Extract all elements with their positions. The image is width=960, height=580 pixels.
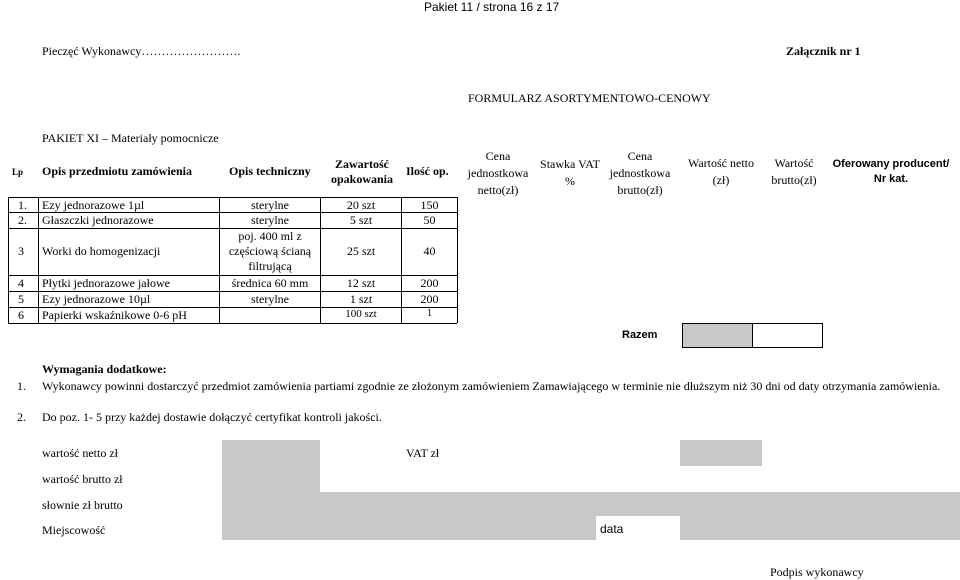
requirement-2-num: 2.	[17, 410, 26, 424]
col-vat: Stawka VAT %	[540, 157, 600, 188]
row4-name: Płytki jednorazowe jałowe	[42, 276, 170, 290]
summary-vat-label: VAT zł	[406, 446, 440, 460]
row4-lp: 4	[18, 276, 24, 290]
row2-tech: sterylne	[251, 213, 289, 227]
row5-lp: 5	[18, 292, 24, 306]
col-unit-net: Cena jednostkowa netto(zł)	[467, 149, 529, 197]
col-technical: Opis techniczny	[229, 164, 311, 178]
row5-tech: sterylne	[251, 292, 289, 306]
row1-content: 20 szt	[346, 198, 376, 212]
row3-lp: 3	[18, 244, 24, 258]
col-qty: Ilość op.	[406, 164, 449, 178]
col-value-net: Wartość netto (zł)	[687, 156, 754, 187]
total-net-shade	[683, 324, 752, 347]
row3-tech: poj. 400 ml z częściową ścianą filtrującą	[228, 229, 312, 273]
requirement-1-text: Wykonawcy powinni dostarczyć przedmiot zamówienia partiami zgodnie ze złożonym zamówieniem Zamawiającego w terminie nie dłuższym niż 30 dni od daty otrzymania zamówienia.	[42, 379, 941, 393]
summary-place-field[interactable]	[222, 516, 596, 540]
row1-tech: sterylne	[251, 198, 289, 212]
col-description: Opis przedmiotu zamówienia	[42, 164, 192, 178]
requirement-1-num: 1.	[17, 379, 26, 393]
form-title: FORMULARZ ASORTYMENTOWO-CENOWY	[468, 91, 711, 105]
signature-label: Podpis wykonawcy	[770, 565, 864, 579]
summary-gross-label: wartość brutto zł	[42, 472, 123, 486]
row5-qty: 200	[420, 292, 439, 306]
row2-name: Głaszczki jednorazowe	[42, 213, 154, 227]
row3-qty: 40	[423, 244, 436, 258]
page-header: Pakiet 11 / strona 16 z 17	[424, 0, 560, 14]
package-title: PAKIET XI – Materiały pomocnicze	[42, 131, 219, 145]
summary-gross-field[interactable]	[222, 466, 320, 492]
summary-date-label: data	[600, 522, 624, 536]
summary-place-label: Miejscowość	[42, 523, 106, 537]
requirement-2-text: Do poz. 1- 5 przy każdej dostawie dołączyć certyfikat kontroli jakości.	[42, 410, 382, 424]
total-label: Razem	[622, 329, 658, 341]
summary-words-label: słownie zł brutto	[42, 498, 123, 512]
summary-vat-field[interactable]	[680, 440, 762, 466]
row4-content: 12 szt	[346, 276, 376, 290]
attachment-label: Załącznik nr 1	[786, 44, 861, 58]
row6-qty: 1	[427, 308, 432, 319]
summary-words-field[interactable]	[222, 492, 960, 516]
summary-date-field[interactable]	[680, 516, 960, 540]
row5-content: 1 szt	[349, 292, 373, 306]
row2-content: 5 szt	[349, 213, 373, 227]
stamp-label: Pieczęć Wykonawcy…………………….	[42, 44, 241, 58]
row6-content: 100 szt	[345, 308, 377, 320]
col-unit-gross: Cena jednostkowa brutto(zł)	[609, 149, 671, 197]
row1-lp: 1.	[18, 198, 27, 212]
row4-qty: 200	[420, 276, 439, 290]
row4-tech: średnica 60 mm	[231, 276, 309, 290]
requirements-title: Wymagania dodatkowe:	[42, 362, 167, 376]
row2-qty: 50	[423, 213, 436, 227]
row1-name: Ezy jednorazowe 1µl	[42, 198, 145, 212]
col-lp: Lp	[12, 167, 24, 177]
summary-net-label: wartość netto zł	[42, 446, 118, 460]
col-content: Zawartość opakowania	[330, 157, 394, 186]
summary-net-field[interactable]	[222, 440, 320, 466]
col-value-gross: Wartość brutto(zł)	[771, 156, 817, 187]
row2-lp: 2.	[18, 213, 27, 227]
row3-name: Worki do homogenizacji	[42, 244, 161, 258]
row1-qty: 150	[420, 198, 439, 212]
row5-name: Ezy jednorazowe 10µl	[42, 292, 151, 306]
row6-name: Papierki wskaźnikowe 0-6 pH	[42, 308, 187, 322]
row3-content: 25 szt	[346, 244, 376, 258]
row6-lp: 6	[18, 308, 24, 322]
col-producer: Oferowany producent/ Nr kat.	[832, 158, 950, 185]
